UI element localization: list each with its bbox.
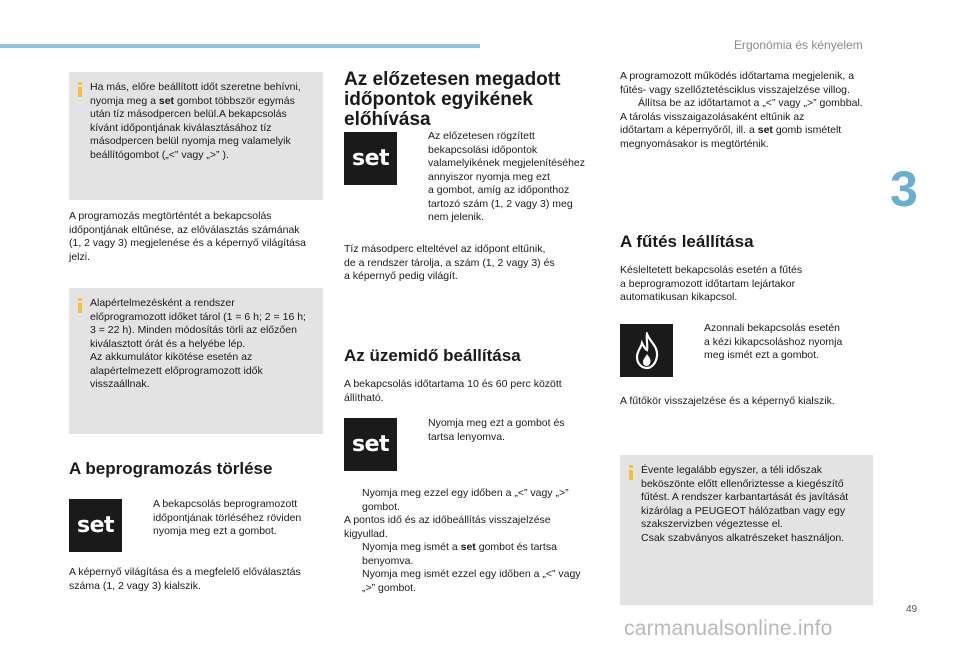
paragraph-indicator-off: A fűtőkör visszajelzése és a képernyő kialszik. xyxy=(620,395,835,407)
note-line: beállítógombot („<” vagy „>” ). xyxy=(90,148,229,161)
note-line: kizárólag a PEUGEOT hálózatban vagy egy xyxy=(641,504,846,517)
note-line: másodpercen belül nyomja meg valamelyik xyxy=(90,135,291,147)
heading-recall-preset: Az előzetesen megadott időpontok egyikének előhívása xyxy=(344,69,561,130)
heading-heating-off: A fűtés leállítása xyxy=(620,232,754,251)
info-icon xyxy=(77,298,83,311)
paragraph-duration: A programozott működés időtartama megjelenik, a fűtés- vagy szellőztetésciklus visszajelzése villog. Állítsa be az időtartamot a „<” vagy „>” gombbal. A tárolás visszaigazolásaként eltűnik az időtartam a képernyőről, ill. a set gomb ismételt megnyomásakor is megtörténik. xyxy=(620,70,863,150)
note-line: kiválasztott órát és a helyébe lép. xyxy=(90,337,246,350)
note-line: nyomja meg a set gombot többször egymás xyxy=(90,94,295,107)
note-line: Az akkumulátor kikötése esetén az xyxy=(90,351,253,363)
info-note-defaults xyxy=(69,288,323,434)
note-line: visszaállnak. xyxy=(90,378,150,390)
set-button-icon: set xyxy=(69,499,122,552)
set-button-icon: set xyxy=(344,418,397,471)
note-line: szakszervizben végeztesse el. xyxy=(641,518,783,530)
info-note-recall xyxy=(69,72,323,200)
info-note-maintenance xyxy=(620,455,873,605)
runtime-steps: Nyomja meg ezzel egy időben a „<” vagy „>” gombot. A pontos idő és az időbeállítás visszajelzése kigyullad. Nyomja meg ismét a set gombot és tartsa benyomva. Nyomja meg ismét ezzel egy időben a „<” vagy „>” gombot. xyxy=(344,487,581,594)
note-line: fűtést. A rendszer karbantartását és javítását xyxy=(641,491,849,503)
note-line: Ha más, előre beállított időt szeretne behívni, xyxy=(90,81,301,93)
header-accent-bar xyxy=(0,44,480,48)
heater-flame-button-icon xyxy=(620,324,673,377)
flame-icon xyxy=(632,332,662,370)
note-line: Alapértelmezésként a rendszer xyxy=(90,297,235,309)
bullet-delete: A bekapcsolás beprogramozott időpontjának törléséhez röviden nyomja meg ezt a gombot. xyxy=(153,498,302,537)
note-line: 3 = 22 h). Minden módosítás törli az előzően xyxy=(90,324,297,336)
set-button-icon: set xyxy=(344,132,397,185)
paragraph-display-off: A képernyő világítása és a megfelelő előválasztás száma (1, 2 vagy 3) kialszik. xyxy=(69,566,301,592)
bullet-runtime: Nyomja meg ezt a gombot és tartsa lenyomva. xyxy=(428,417,565,443)
note-line: után tíz másodpercen belül.A bekapcsolás xyxy=(90,108,287,120)
watermark: carmanualsonline.info xyxy=(624,617,833,640)
note-line: Csak szabványos alkatrészeket használjon. xyxy=(641,531,845,544)
note-line: alapértelmezett előprogramozott idők xyxy=(90,364,263,377)
note-line: beköszönte előtt ellenőriztesse a kiegészítő xyxy=(641,477,844,490)
section-title: Ergonómia és kényelem xyxy=(734,38,863,52)
paragraph-ten-seconds: Tíz másodperc elteltével az időpont eltűnik, de a rendszer tárolja, a szám (1, 2 vagy 3) és a képernyő pedig világít. xyxy=(344,243,555,282)
info-icon xyxy=(628,465,634,478)
heading-delete-programming: A beprogramozás törlése xyxy=(69,459,273,478)
page-number: 49 xyxy=(906,604,918,615)
info-icon xyxy=(77,82,83,95)
paragraph-delayed-off: Késleltetett bekapcsolás esetén a fűtés a beprogramozott időtartam lejártakor automatikusan kikapcsol. xyxy=(620,264,803,303)
bullet-immediate-off: Azonnali bekapcsolás esetén a kézi kikapcsoláshoz nyomja meg ismét ezt a gombot. xyxy=(704,322,843,361)
note-line: kívánt időpontjának kiválasztásához tíz xyxy=(90,121,272,134)
bullet-recall: Az előzetesen rögzített bekapcsolási időpontok valamelyikének megjelenítéséhez annyiszor nyomja meg ezt a gombot, amíg az időponthoz tartozó szám (1, 2 vagy 3) meg nem jelenik. xyxy=(428,130,586,223)
paragraph-runtime-range: A bekapcsolás időtartama 10 és 60 perc között állítható. xyxy=(344,378,562,404)
heading-runtime: Az üzemidő beállítása xyxy=(344,346,521,365)
note-line: előprogramozott időket tárol (1 = 6 h; 2 = 16 h; xyxy=(90,310,306,323)
note-line: Évente legalább egyszer, a téli időszak xyxy=(641,464,822,476)
paragraph-programming-confirm: A programozás megtörténtét a bekapcsolás időpontjának eltűnése, az előválasztás számának (1, 2 vagy 3) megjelenése és a képernyő világítása jelzi. xyxy=(69,210,306,263)
chapter-number: 3 xyxy=(890,161,918,217)
